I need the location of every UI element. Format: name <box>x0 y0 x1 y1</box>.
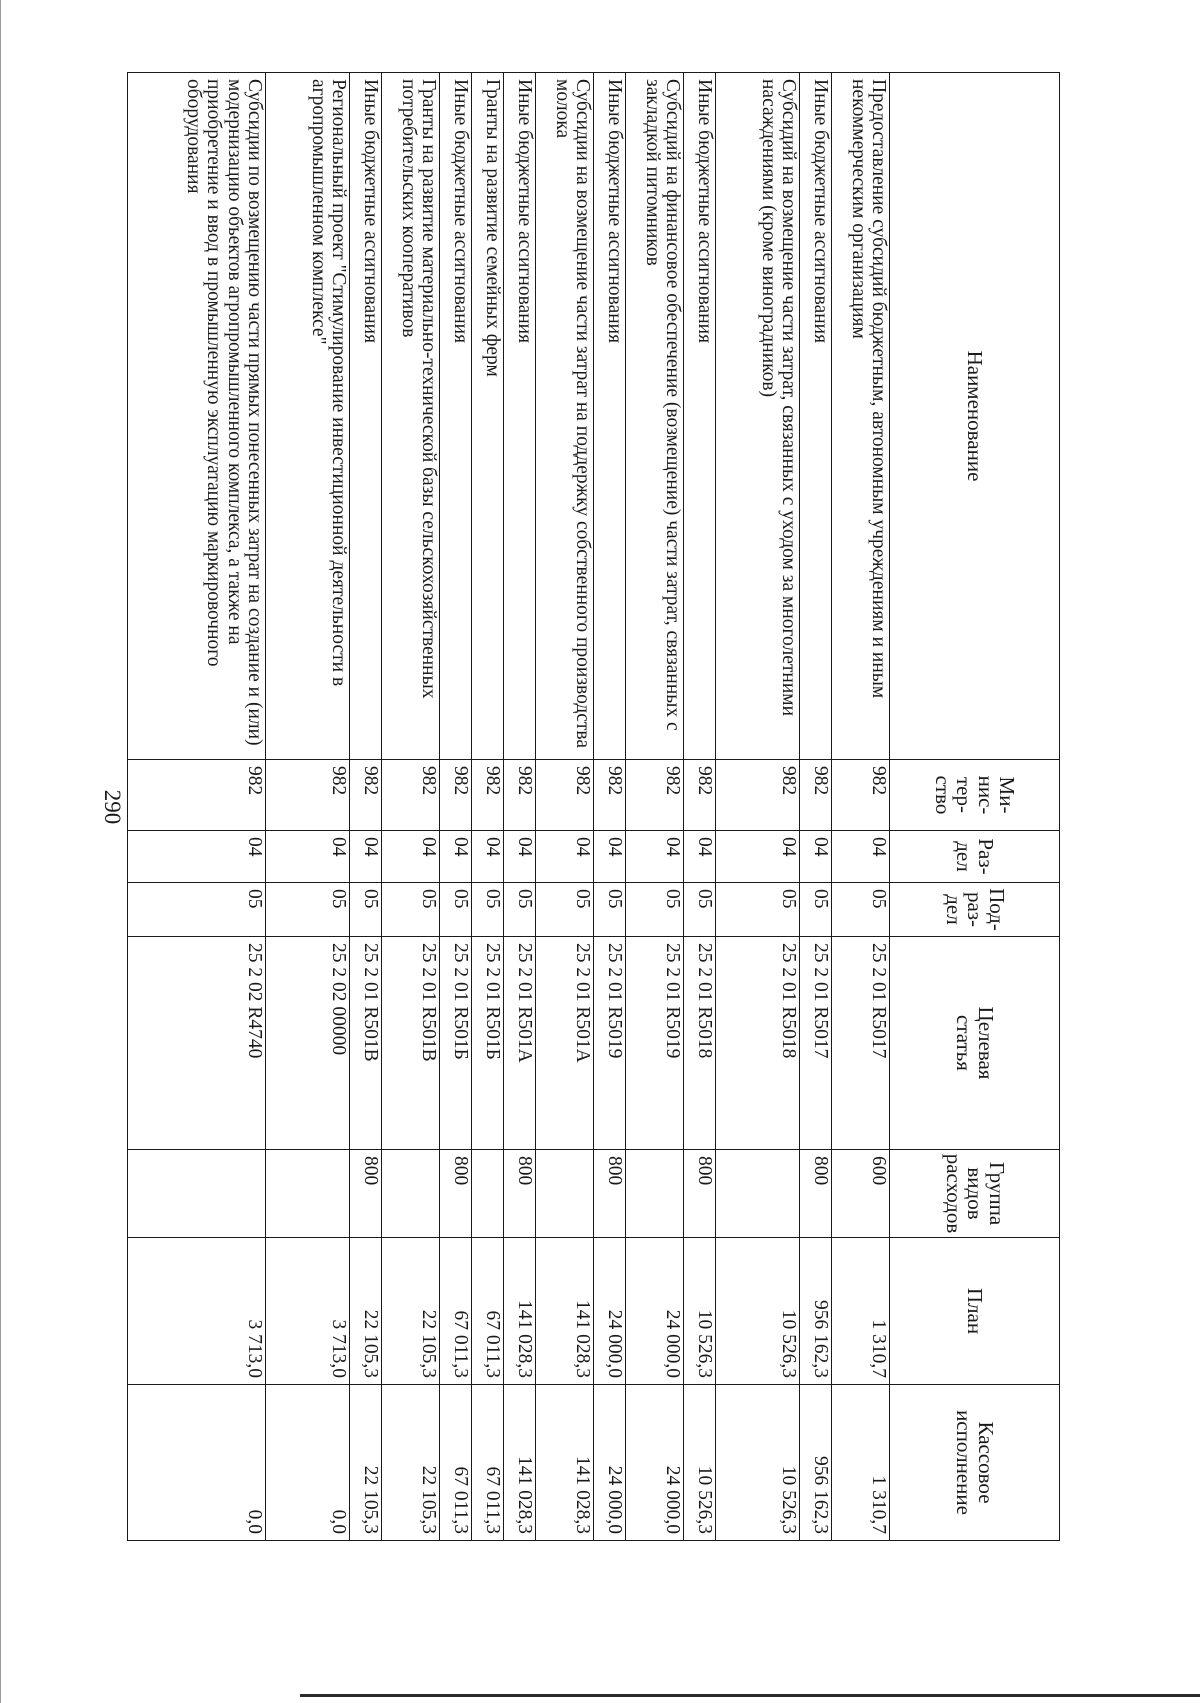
row-ministry: 982 <box>504 760 536 831</box>
row-target: 25 2 01 R5017 <box>800 937 832 1150</box>
header-section: Раз- дел <box>890 831 1060 883</box>
row-expense-group: 800 <box>800 1150 832 1238</box>
row-expense-group <box>536 1150 594 1238</box>
budget-table <box>127 72 1060 1541</box>
row-target: 25 2 01 R501B <box>382 937 440 1150</box>
row-section: 04 <box>504 831 536 883</box>
row-ministry: 982 <box>266 760 350 831</box>
row-subsection: 05 <box>266 883 350 937</box>
row-section: 04 <box>440 831 472 883</box>
row-execution: 10 526,3 <box>684 1385 716 1541</box>
row-name: Иные бюджетные ассигнования <box>440 73 472 760</box>
row-subsection: 05 <box>504 883 536 937</box>
row-execution: 956 162,3 <box>800 1385 832 1541</box>
row-ministry: 982 <box>594 760 626 831</box>
row-expense-group: 800 <box>504 1150 536 1238</box>
row-execution: 0,0 <box>266 1385 350 1541</box>
header-name: Наименование <box>890 73 1060 760</box>
row-subsection: 05 <box>626 883 684 937</box>
row-ministry: 982 <box>684 760 716 831</box>
row-name: Региональный проект "Стимулирование инвестиционной деятельности в агропромышленном комплексе" <box>266 73 350 760</box>
table-row <box>832 73 890 1541</box>
row-expense-group <box>716 1150 800 1238</box>
row-subsection: 05 <box>594 883 626 937</box>
row-expense-group <box>626 1150 684 1238</box>
row-target: 25 2 01 R501B <box>350 937 382 1150</box>
row-plan: 141 028,3 <box>504 1238 536 1385</box>
row-ministry: 982 <box>382 760 440 831</box>
row-execution: 67 011,3 <box>440 1385 472 1541</box>
row-ministry: 982 <box>536 760 594 831</box>
row-section: 04 <box>626 831 684 883</box>
row-name: Предоставление субсидий бюджетным, автономным учреждениям и иным некоммерческим организациям <box>832 73 890 760</box>
header-subsection: Под- раз- дел <box>890 883 1060 937</box>
row-section: 04 <box>716 831 800 883</box>
row-section: 04 <box>536 831 594 883</box>
row-execution: 1 310,7 <box>832 1385 890 1541</box>
row-name: Иные бюджетные ассигнования <box>350 73 382 760</box>
row-plan: 10 526,3 <box>716 1238 800 1385</box>
row-ministry: 982 <box>800 760 832 831</box>
row-subsection: 05 <box>472 883 504 937</box>
row-section: 04 <box>684 831 716 883</box>
table-row <box>594 73 626 1541</box>
row-section: 04 <box>350 831 382 883</box>
row-subsection: 05 <box>684 883 716 937</box>
header-target: Целевая статья <box>890 937 1060 1150</box>
row-subsection: 05 <box>716 883 800 937</box>
row-ministry: 982 <box>440 760 472 831</box>
row-subsection: 05 <box>832 883 890 937</box>
row-name: Субсидии по возмещению части прямых понесенных затрат на создание и (или) модернизацию объектов агропромышленного комплекса, а также на приобретение и ввод в промышленную эксплуатацию маркировочного оборудования <box>128 73 266 760</box>
header-execution: Кассовое исполнение <box>890 1385 1060 1541</box>
table-row <box>266 73 350 1541</box>
table-row <box>800 73 832 1541</box>
row-section: 04 <box>832 831 890 883</box>
row-section: 04 <box>128 831 266 883</box>
row-ministry: 982 <box>472 760 504 831</box>
row-expense-group <box>266 1150 350 1238</box>
row-execution: 22 105,3 <box>382 1385 440 1541</box>
row-section: 04 <box>594 831 626 883</box>
row-name: Субсидий на финансовое обеспечение (возмещение) части затрат, связанных с закладкой питомников <box>626 73 684 760</box>
row-target: 25 2 02 R4740 <box>128 937 266 1150</box>
row-target: 25 2 01 R501Б <box>472 937 504 1150</box>
row-execution: 0,0 <box>128 1385 266 1541</box>
row-expense-group <box>472 1150 504 1238</box>
row-plan: 10 526,3 <box>684 1238 716 1385</box>
row-ministry: 982 <box>716 760 800 831</box>
table-row <box>440 73 472 1541</box>
row-section: 04 <box>472 831 504 883</box>
row-plan: 956 162,3 <box>800 1238 832 1385</box>
table-row <box>350 73 382 1541</box>
row-subsection: 05 <box>800 883 832 937</box>
row-name: Иные бюджетные ассигнования <box>594 73 626 760</box>
row-plan: 67 011,3 <box>440 1238 472 1385</box>
row-expense-group: 800 <box>594 1150 626 1238</box>
row-name: Иные бюджетные ассигнования <box>800 73 832 760</box>
row-execution: 10 526,3 <box>716 1385 800 1541</box>
row-plan: 67 011,3 <box>472 1238 504 1385</box>
row-target: 25 2 01 R501A <box>504 937 536 1150</box>
row-plan: 1 310,7 <box>832 1238 890 1385</box>
row-target: 25 2 01 R501A <box>536 937 594 1150</box>
table-row <box>128 73 266 1541</box>
table-row <box>716 73 800 1541</box>
header-ministry: Ми- нис- тер- ство <box>890 760 1060 831</box>
row-subsection: 05 <box>128 883 266 937</box>
row-ministry: 982 <box>128 760 266 831</box>
row-subsection: 05 <box>350 883 382 937</box>
row-execution: 22 105,3 <box>350 1385 382 1541</box>
row-subsection: 05 <box>536 883 594 937</box>
row-plan: 3 713,0 <box>266 1238 350 1385</box>
row-target: 25 2 01 R5019 <box>626 937 684 1150</box>
table-row <box>626 73 684 1541</box>
row-expense-group: 800 <box>440 1150 472 1238</box>
row-target: 25 2 01 R501Б <box>440 937 472 1150</box>
row-expense-group: 600 <box>832 1150 890 1238</box>
row-subsection: 05 <box>382 883 440 937</box>
table-row <box>472 73 504 1541</box>
row-expense-group: 800 <box>350 1150 382 1238</box>
row-target: 25 2 01 R5018 <box>684 937 716 1150</box>
row-plan: 22 105,3 <box>350 1238 382 1385</box>
row-execution: 24 000,0 <box>594 1385 626 1541</box>
row-ministry: 982 <box>350 760 382 831</box>
row-plan: 3 713,0 <box>128 1238 266 1385</box>
table-header-row <box>890 73 1060 1541</box>
header-plan: План <box>890 1238 1060 1385</box>
row-section: 04 <box>800 831 832 883</box>
row-section: 04 <box>382 831 440 883</box>
row-plan: 22 105,3 <box>382 1238 440 1385</box>
row-plan: 24 000,0 <box>626 1238 684 1385</box>
row-section: 04 <box>266 831 350 883</box>
row-name: Субсидий на возмещение части затрат, связанных с уходом за многолетними насаждениями (кроме виноградников) <box>716 73 800 760</box>
scan-edge <box>0 0 1 1703</box>
row-execution: 141 028,3 <box>504 1385 536 1541</box>
row-execution: 141 028,3 <box>536 1385 594 1541</box>
row-execution: 67 011,3 <box>472 1385 504 1541</box>
table-row <box>536 73 594 1541</box>
row-name: Гранты на развитие семейных ферм <box>472 73 504 760</box>
page-number: 290 <box>100 789 125 825</box>
row-plan: 24 000,0 <box>594 1238 626 1385</box>
row-execution: 24 000,0 <box>626 1385 684 1541</box>
budget-table-container <box>147 72 1060 1540</box>
header-expense-group: Группа видов расходов <box>890 1150 1060 1238</box>
row-ministry: 982 <box>626 760 684 831</box>
row-target: 25 2 02 00000 <box>266 937 350 1150</box>
table-row <box>504 73 536 1541</box>
table-row <box>684 73 716 1541</box>
row-name: Гранты на развитие материально-технической базы сельскохозяйственных потребительских кооперативов <box>382 73 440 760</box>
row-target: 25 2 01 R5019 <box>594 937 626 1150</box>
row-name: Иные бюджетные ассигнования <box>504 73 536 760</box>
row-name: Иные бюджетные ассигнования <box>684 73 716 760</box>
row-target: 25 2 01 R5018 <box>716 937 800 1150</box>
row-subsection: 05 <box>440 883 472 937</box>
row-expense-group <box>382 1150 440 1238</box>
scan-edge-bottom <box>300 1694 1200 1697</box>
row-expense-group <box>128 1150 266 1238</box>
row-plan: 141 028,3 <box>536 1238 594 1385</box>
row-ministry: 982 <box>832 760 890 831</box>
row-name: Субсидии на возмещение части затрат на поддержку собственного производства молока <box>536 73 594 760</box>
table-row <box>382 73 440 1541</box>
row-expense-group: 800 <box>684 1150 716 1238</box>
row-target: 25 2 01 R5017 <box>832 937 890 1150</box>
